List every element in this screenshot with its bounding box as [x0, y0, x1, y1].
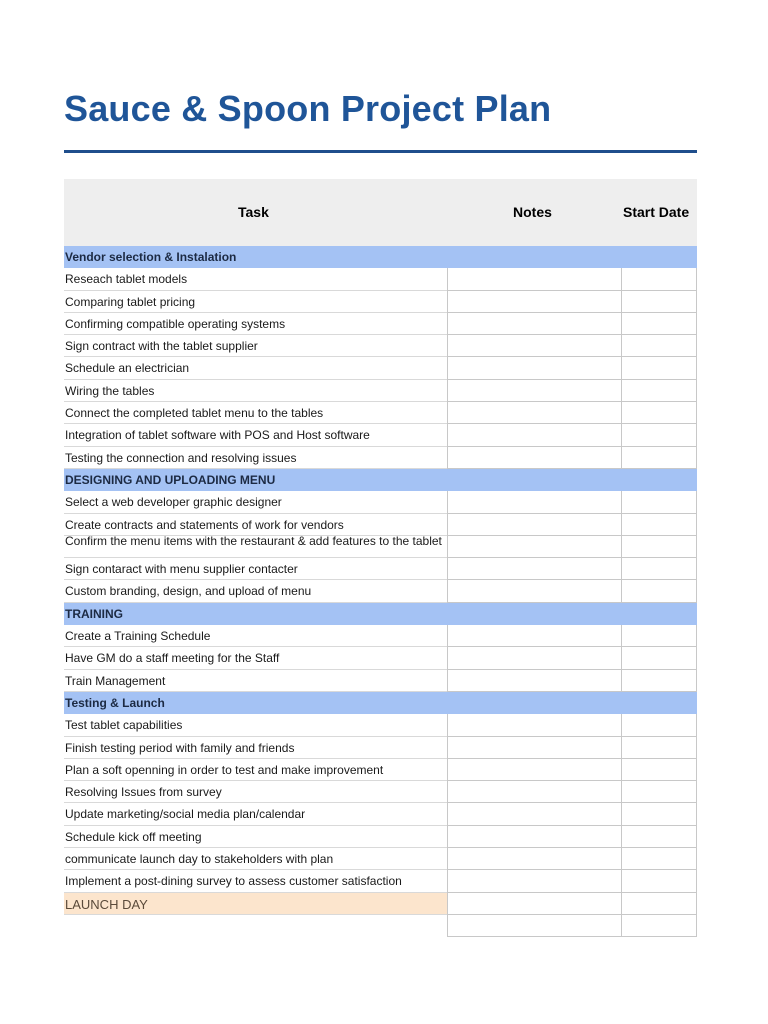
task-cell[interactable]: Wiring the tables [64, 380, 447, 402]
notes-cell[interactable] [447, 647, 621, 669]
notes-cell[interactable] [447, 536, 621, 558]
task-cell[interactable]: Select a web developer graphic designer [64, 491, 447, 513]
notes-cell[interactable] [447, 848, 621, 870]
start-date-cell[interactable] [621, 803, 697, 825]
task-cell[interactable]: communicate launch day to stakeholders with plan [64, 848, 447, 870]
section-label: Testing & Launch [65, 695, 165, 710]
start-date-cell[interactable] [621, 848, 697, 870]
task-row [64, 848, 697, 870]
task-cell[interactable]: Plan a soft openning in order to test and make improvement [64, 759, 447, 781]
task-row [64, 335, 697, 357]
section-label: Vendor selection & Instalation [65, 250, 237, 264]
start-date-cell[interactable] [621, 826, 697, 848]
table-header [64, 179, 697, 246]
task-cell[interactable]: Update marketing/social media plan/calendar [64, 803, 447, 825]
column-header-start-date: Start Date [623, 204, 690, 220]
notes-cell[interactable] [447, 826, 621, 848]
notes-cell[interactable] [447, 380, 621, 402]
task-row [64, 670, 697, 692]
task-cell[interactable]: Train Management [64, 670, 447, 692]
task-cell[interactable]: Connect the completed tablet menu to the tables [64, 402, 447, 424]
notes-cell[interactable] [447, 357, 621, 379]
task-row [64, 380, 697, 402]
notes-cell[interactable] [447, 313, 621, 335]
task-row [64, 625, 697, 647]
task-cell[interactable]: Finish testing period with family and friends [64, 737, 447, 759]
start-date-cell[interactable] [621, 647, 697, 669]
task-cell[interactable]: Schedule kick off meeting [64, 826, 447, 848]
task-cell[interactable]: Implement a post-dining survey to assess customer satisfaction [64, 870, 447, 892]
notes-cell[interactable] [447, 402, 621, 424]
start-date-cell[interactable] [621, 335, 697, 357]
launch-row [64, 893, 697, 915]
task-cell[interactable]: Comparing tablet pricing [64, 291, 447, 313]
notes-cell[interactable] [447, 335, 621, 357]
notes-cell[interactable] [447, 580, 621, 602]
start-date-cell[interactable] [621, 670, 697, 692]
column-header-notes: Notes [513, 204, 552, 220]
section-row [64, 469, 697, 491]
notes-cell[interactable] [447, 447, 621, 469]
task-cell[interactable]: Test tablet capabilities [64, 714, 447, 736]
start-date-cell[interactable] [621, 514, 697, 536]
section-label: DESIGNING AND UPLOADING MENU [65, 472, 276, 487]
task-cell[interactable]: Create contracts and statements of work for vendors [64, 514, 447, 536]
launch-day-cell[interactable] [64, 893, 447, 915]
launch-day-label: LAUNCH DAY [65, 896, 148, 912]
task-row [64, 268, 697, 290]
notes-cell[interactable] [447, 558, 621, 580]
task-cell[interactable]: Testing the connection and resolving issues [64, 447, 447, 469]
start-date-cell[interactable] [621, 447, 697, 469]
start-date-cell[interactable] [621, 536, 697, 558]
notes-cell[interactable] [447, 291, 621, 313]
page-title: Sauce & Spoon Project Plan [64, 88, 552, 129]
notes-cell[interactable] [447, 759, 621, 781]
task-row [64, 558, 697, 580]
notes-cell[interactable] [447, 514, 621, 536]
start-date-cell[interactable] [621, 915, 697, 937]
start-date-cell[interactable] [621, 893, 697, 915]
task-cell[interactable]: Resolving Issues from survey [64, 781, 447, 803]
task-row [64, 424, 697, 446]
task-row [64, 357, 697, 379]
task-row [64, 402, 697, 424]
empty-row [64, 915, 697, 937]
start-date-cell[interactable] [621, 291, 697, 313]
task-row [64, 826, 697, 848]
start-date-cell[interactable] [621, 625, 697, 647]
task-row [64, 313, 697, 335]
notes-cell[interactable] [447, 915, 621, 937]
task-cell[interactable]: Reseach tablet models [64, 268, 447, 290]
task-row [64, 580, 697, 602]
section-row [64, 692, 697, 714]
start-date-cell[interactable] [621, 558, 697, 580]
task-cell[interactable]: Integration of tablet software with POS and Host software [64, 424, 447, 446]
start-date-cell[interactable] [621, 870, 697, 892]
task-cell[interactable]: Confirming compatible operating systems [64, 313, 447, 335]
start-date-cell[interactable] [621, 781, 697, 803]
notes-cell[interactable] [447, 268, 621, 290]
task-cell[interactable]: Confirm the menu items with the restaurant & add features to the tablet [64, 536, 447, 558]
section-label: TRAINING [65, 606, 123, 621]
task-cell[interactable]: Schedule an electrician [64, 357, 447, 379]
task-cell[interactable]: Sign contract with the tablet supplier [64, 335, 447, 357]
notes-cell[interactable] [447, 625, 621, 647]
title-divider [64, 150, 697, 153]
task-row [64, 803, 697, 825]
task-row [64, 514, 697, 536]
start-date-cell[interactable] [621, 714, 697, 736]
task-cell[interactable]: Sign contaract with menu supplier contacter [64, 558, 447, 580]
task-row [64, 491, 697, 513]
notes-cell[interactable] [447, 781, 621, 803]
task-row [64, 647, 697, 669]
notes-cell[interactable] [447, 714, 621, 736]
start-date-cell[interactable] [621, 402, 697, 424]
project-plan-table [64, 179, 697, 937]
notes-cell[interactable] [447, 803, 621, 825]
start-date-cell[interactable] [621, 737, 697, 759]
notes-cell[interactable] [447, 670, 621, 692]
column-header-task: Task [238, 204, 269, 220]
task-row [64, 737, 697, 759]
start-date-cell[interactable] [621, 357, 697, 379]
task-cell[interactable]: Have GM do a staff meeting for the Staff [64, 647, 447, 669]
section-row [64, 603, 697, 625]
task-cell[interactable]: Create a Training Schedule [64, 625, 447, 647]
task-row [64, 447, 697, 469]
task-row [64, 536, 697, 558]
task-row [64, 781, 697, 803]
start-date-cell[interactable] [621, 580, 697, 602]
task-row [64, 870, 697, 892]
task-cell[interactable]: Custom branding, design, and upload of menu [64, 580, 447, 602]
start-date-cell[interactable] [621, 759, 697, 781]
task-row [64, 714, 697, 736]
start-date-cell[interactable] [621, 380, 697, 402]
empty-task-cell[interactable] [64, 915, 447, 937]
notes-cell[interactable] [447, 491, 621, 513]
notes-cell[interactable] [447, 893, 621, 915]
section-row [64, 246, 697, 268]
notes-cell[interactable] [447, 737, 621, 759]
start-date-cell[interactable] [621, 268, 697, 290]
task-row [64, 759, 697, 781]
task-row [64, 291, 697, 313]
notes-cell[interactable] [447, 870, 621, 892]
start-date-cell[interactable] [621, 424, 697, 446]
start-date-cell[interactable] [621, 313, 697, 335]
notes-cell[interactable] [447, 424, 621, 446]
start-date-cell[interactable] [621, 491, 697, 513]
